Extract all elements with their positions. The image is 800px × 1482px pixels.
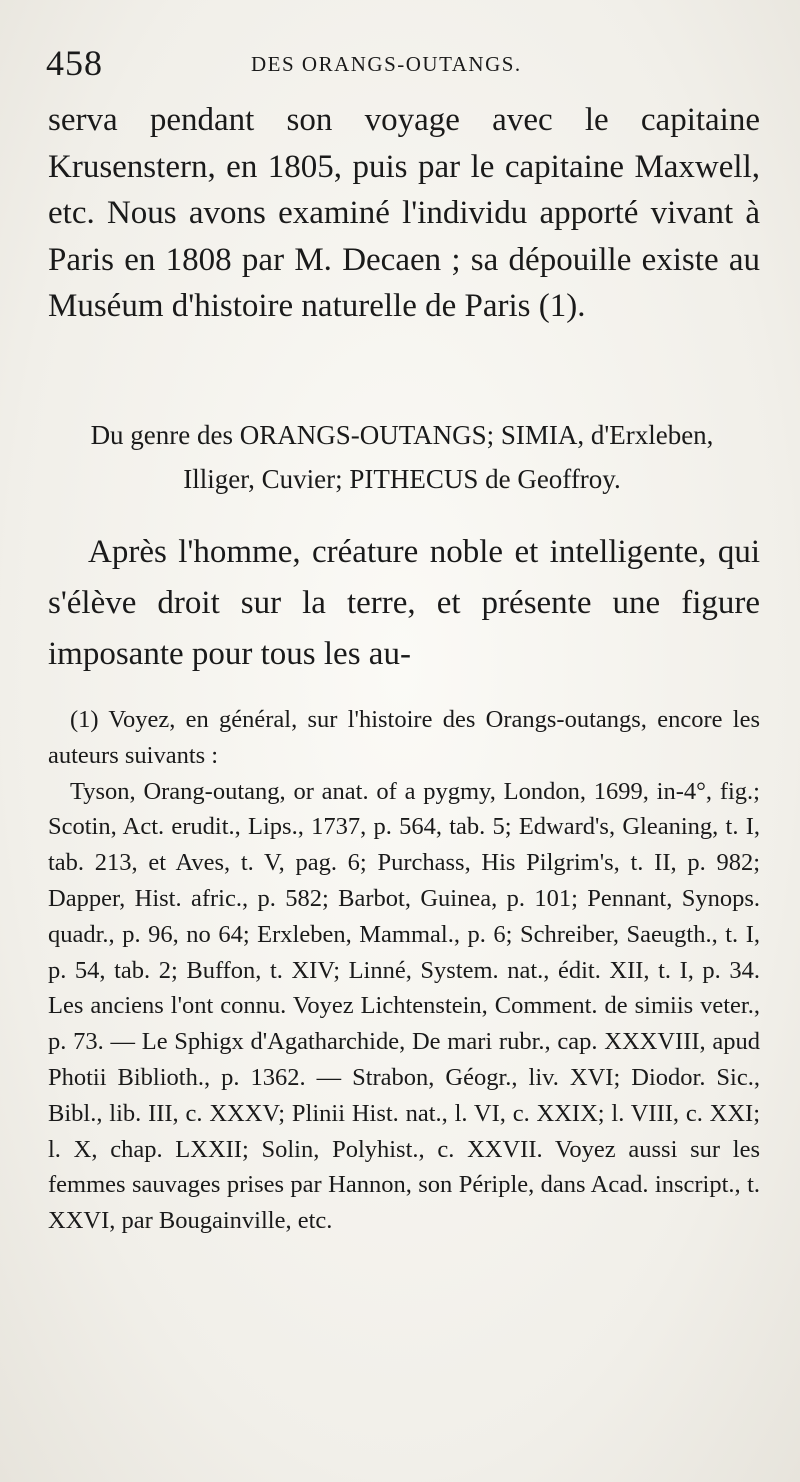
running-head: DES ORANGS-OUTANGS. <box>251 52 522 76</box>
body-text-1: serva pendant son voyage avec le capitaine Krusenstern, en 1805, puis par le capitaine Maxwell, etc. Nous avons examiné l'individu apporté vivant à Paris en 1808 par M. Decaen ; sa dépouille existe au Muséum d'histoire naturelle de Paris (1). <box>48 102 760 324</box>
section-heading <box>50 413 754 501</box>
body-text-2: Après l'homme, créature noble et intelligente, qui s'élève droit sur la terre, et présente une figure imposante pour tous les au- <box>48 534 760 672</box>
page-number: 458 <box>46 43 103 83</box>
page-header <box>46 42 758 92</box>
section-heading-line-2: Illiger, Cuvier; PITHECUS de Geoffroy. <box>183 464 621 494</box>
footnote-intro: (1) Voyez, en général, sur l'histoire des Orangs-outangs, encore les auteurs suivants : <box>48 706 760 769</box>
footnote-references: Tyson, Orang-outang, or anat. of a pygmy, London, 1699, in-4°, fig.; Scotin, Act. erudit., Lips., 1737, p. 564, tab. 5; Edward's, Gleaning, t. I, tab. 213, et Aves, t. V, pag. 6; Purchass, His Pilgrim's, t. II, p. 982; Dapper, Hist. afric., p. 582; Barbot, Guinea, p. 101; Pennant, Synops. quadr., p. 96, no 64; Erxleben, Mammal., p. 6; Schreiber, Saeugth., t. I, p. 54, tab. 2; Buffon, t. XIV; Linné, System. nat., édit. XII, t. I, p. 34. Les anciens l'ont connu. Voyez Lichtenstein, Comment. de simiis veter., p. 73. — Le Sphigx d'Agatharchide, De mari rubr., cap. XXXVIII, apud Photii Biblioth., p. 1362. — Strabon, Géogr., liv. XVI; Diodor. Sic., Bibl., lib. III, c. XXXV; Plinii Hist. nat., l. VI, c. XXIX; l. VIII, c. XXI; l. X, chap. LXXII; Solin, Polyhist., c. XXVII. Voyez aussi sur les femmes sauvages prises par Hannon, son Périple, dans Acad. inscript., t. XXVI, par Bougainville, etc. <box>48 777 760 1235</box>
body-paragraph-continued <box>48 97 760 330</box>
footnote <box>48 702 760 1239</box>
body-paragraph-new <box>48 527 760 680</box>
section-heading-line-1: Du genre des ORANGS-OUTANGS; SIMIA, d'Erxleben, <box>90 420 714 450</box>
